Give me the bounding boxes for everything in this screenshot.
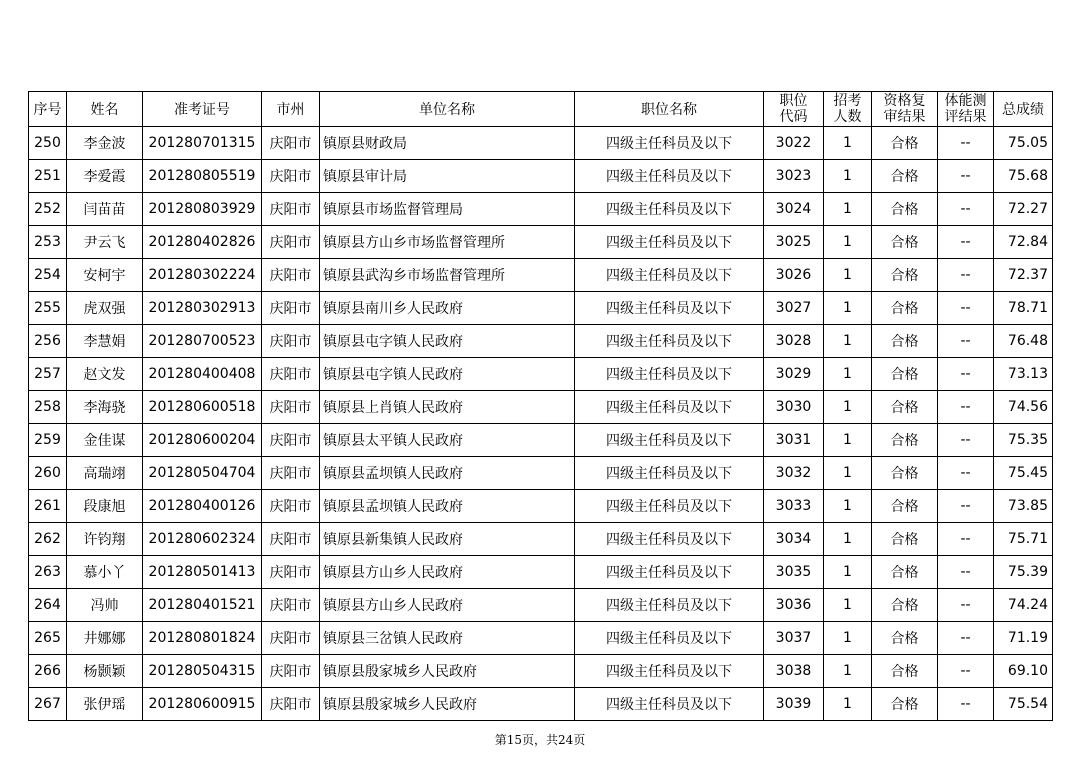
cell-count: 1 <box>824 556 872 589</box>
cell-city: 庆阳市 <box>262 457 320 490</box>
cell-unit: 镇原县上肖镇人民政府 <box>320 391 575 424</box>
cell-exam-no: 201280302224 <box>143 259 262 292</box>
cell-city: 庆阳市 <box>262 325 320 358</box>
cell-review: 合格 <box>872 259 938 292</box>
cell-score: 75.45 <box>994 457 1053 490</box>
cell-seq: 253 <box>29 226 67 259</box>
header-fitness-line1: 体能测 <box>944 93 987 109</box>
cell-fitness: -- <box>938 259 994 292</box>
page-footer: 第15页，共24页 <box>494 733 586 747</box>
cell-name: 李慧娟 <box>67 325 143 358</box>
cell-count: 1 <box>824 325 872 358</box>
cell-seq: 252 <box>29 193 67 226</box>
cell-count: 1 <box>824 655 872 688</box>
cell-code: 3036 <box>764 589 824 622</box>
cell-count: 1 <box>824 457 872 490</box>
cell-score: 73.85 <box>994 490 1053 523</box>
cell-position: 四级主任科员及以下 <box>575 226 764 259</box>
cell-position: 四级主任科员及以下 <box>575 358 764 391</box>
cell-score: 75.05 <box>994 127 1053 160</box>
cell-exam-no: 201280501413 <box>143 556 262 589</box>
cell-name: 闫苗苗 <box>67 193 143 226</box>
cell-fitness: -- <box>938 556 994 589</box>
cell-count: 1 <box>824 358 872 391</box>
cell-score: 74.56 <box>994 391 1053 424</box>
cell-code: 3024 <box>764 193 824 226</box>
header-review <box>872 92 938 127</box>
cell-name: 李海骁 <box>67 391 143 424</box>
cell-score: 71.19 <box>994 622 1053 655</box>
cell-score: 76.48 <box>994 325 1053 358</box>
cell-score: 72.37 <box>994 259 1053 292</box>
cell-fitness: -- <box>938 424 994 457</box>
cell-score: 75.39 <box>994 556 1053 589</box>
cell-review: 合格 <box>872 391 938 424</box>
header-unit: 单位名称 <box>320 92 575 127</box>
cell-position: 四级主任科员及以下 <box>575 160 764 193</box>
cell-fitness: -- <box>938 127 994 160</box>
table-row <box>29 523 1053 556</box>
cell-position: 四级主任科员及以下 <box>575 655 764 688</box>
cell-seq: 267 <box>29 688 67 721</box>
cell-exam-no: 201280700523 <box>143 325 262 358</box>
cell-review: 合格 <box>872 226 938 259</box>
header-score: 总成绩 <box>994 92 1053 127</box>
cell-fitness: -- <box>938 589 994 622</box>
cell-review: 合格 <box>872 589 938 622</box>
cell-city: 庆阳市 <box>262 589 320 622</box>
cell-name: 虎双强 <box>67 292 143 325</box>
header-code-line2: 代码 <box>779 109 808 125</box>
table-row <box>29 556 1053 589</box>
cell-seq: 258 <box>29 391 67 424</box>
cell-unit: 镇原县武沟乡市场监督管理所 <box>320 259 575 292</box>
cell-count: 1 <box>824 259 872 292</box>
cell-fitness: -- <box>938 490 994 523</box>
cell-code: 3022 <box>764 127 824 160</box>
cell-count: 1 <box>824 589 872 622</box>
cell-code: 3023 <box>764 160 824 193</box>
cell-score: 75.35 <box>994 424 1053 457</box>
cell-exam-no: 201280805519 <box>143 160 262 193</box>
cell-position: 四级主任科员及以下 <box>575 424 764 457</box>
cell-name: 杨颢颖 <box>67 655 143 688</box>
cell-name: 金佳谋 <box>67 424 143 457</box>
cell-seq: 254 <box>29 259 67 292</box>
cell-name: 冯帅 <box>67 589 143 622</box>
cell-review: 合格 <box>872 523 938 556</box>
cell-review: 合格 <box>872 457 938 490</box>
cell-exam-no: 201280400126 <box>143 490 262 523</box>
cell-unit: 镇原县新集镇人民政府 <box>320 523 575 556</box>
header-exam-no: 准考证号 <box>143 92 262 127</box>
cell-position: 四级主任科员及以下 <box>575 688 764 721</box>
cell-seq: 265 <box>29 622 67 655</box>
cell-count: 1 <box>824 193 872 226</box>
cell-seq: 256 <box>29 325 67 358</box>
cell-exam-no: 201280600915 <box>143 688 262 721</box>
cell-code: 3034 <box>764 523 824 556</box>
cell-name: 张伊瑶 <box>67 688 143 721</box>
cell-count: 1 <box>824 160 872 193</box>
header-review-line1: 资格复 <box>883 93 926 109</box>
cell-unit: 镇原县屯字镇人民政府 <box>320 358 575 391</box>
cell-seq: 262 <box>29 523 67 556</box>
cell-exam-no: 201280701315 <box>143 127 262 160</box>
cell-fitness: -- <box>938 457 994 490</box>
cell-code: 3039 <box>764 688 824 721</box>
cell-exam-no: 201280504315 <box>143 655 262 688</box>
cell-score: 78.71 <box>994 292 1053 325</box>
cell-unit: 镇原县孟坝镇人民政府 <box>320 457 575 490</box>
cell-position: 四级主任科员及以下 <box>575 259 764 292</box>
cell-city: 庆阳市 <box>262 259 320 292</box>
cell-score: 75.71 <box>994 523 1053 556</box>
cell-city: 庆阳市 <box>262 556 320 589</box>
cell-name: 高瑞翊 <box>67 457 143 490</box>
cell-unit: 镇原县屯字镇人民政府 <box>320 325 575 358</box>
table-row <box>29 688 1053 721</box>
cell-city: 庆阳市 <box>262 127 320 160</box>
header-count <box>824 92 872 127</box>
cell-fitness: -- <box>938 292 994 325</box>
cell-unit: 镇原县太平镇人民政府 <box>320 424 575 457</box>
cell-score: 75.68 <box>994 160 1053 193</box>
cell-code: 3028 <box>764 325 824 358</box>
cell-unit: 镇原县方山乡人民政府 <box>320 556 575 589</box>
cell-name: 慕小丫 <box>67 556 143 589</box>
cell-fitness: -- <box>938 358 994 391</box>
cell-position: 四级主任科员及以下 <box>575 490 764 523</box>
cell-exam-no: 201280600518 <box>143 391 262 424</box>
cell-position: 四级主任科员及以下 <box>575 325 764 358</box>
header-count-line1: 招考 <box>833 93 862 109</box>
cell-review: 合格 <box>872 688 938 721</box>
cell-city: 庆阳市 <box>262 193 320 226</box>
cell-seq: 259 <box>29 424 67 457</box>
cell-position: 四级主任科员及以下 <box>575 292 764 325</box>
cell-name: 尹云飞 <box>67 226 143 259</box>
header-count-line2: 人数 <box>833 109 862 125</box>
cell-exam-no: 201280401521 <box>143 589 262 622</box>
cell-review: 合格 <box>872 424 938 457</box>
cell-position: 四级主任科员及以下 <box>575 127 764 160</box>
cell-city: 庆阳市 <box>262 391 320 424</box>
cell-city: 庆阳市 <box>262 292 320 325</box>
cell-count: 1 <box>824 424 872 457</box>
cell-seq: 260 <box>29 457 67 490</box>
cell-city: 庆阳市 <box>262 358 320 391</box>
table-row <box>29 424 1053 457</box>
cell-exam-no: 201280402826 <box>143 226 262 259</box>
cell-position: 四级主任科员及以下 <box>575 589 764 622</box>
cell-seq: 266 <box>29 655 67 688</box>
cell-review: 合格 <box>872 358 938 391</box>
cell-exam-no: 201280602324 <box>143 523 262 556</box>
header-city: 市州 <box>262 92 320 127</box>
cell-score: 74.24 <box>994 589 1053 622</box>
cell-score: 72.84 <box>994 226 1053 259</box>
cell-city: 庆阳市 <box>262 688 320 721</box>
header-seq: 序号 <box>29 92 67 127</box>
cell-unit: 镇原县方山乡市场监督管理所 <box>320 226 575 259</box>
cell-city: 庆阳市 <box>262 424 320 457</box>
header-code <box>764 92 824 127</box>
cell-review: 合格 <box>872 556 938 589</box>
cell-name: 赵文发 <box>67 358 143 391</box>
cell-city: 庆阳市 <box>262 523 320 556</box>
cell-code: 3035 <box>764 556 824 589</box>
cell-fitness: -- <box>938 391 994 424</box>
cell-unit: 镇原县财政局 <box>320 127 575 160</box>
cell-count: 1 <box>824 688 872 721</box>
cell-code: 3026 <box>764 259 824 292</box>
cell-fitness: -- <box>938 226 994 259</box>
table-row <box>29 358 1053 391</box>
cell-exam-no: 201280600204 <box>143 424 262 457</box>
table-row <box>29 292 1053 325</box>
cell-name: 李爱霞 <box>67 160 143 193</box>
cell-fitness: -- <box>938 325 994 358</box>
cell-fitness: -- <box>938 193 994 226</box>
cell-unit: 镇原县审计局 <box>320 160 575 193</box>
cell-score: 72.27 <box>994 193 1053 226</box>
cell-code: 3032 <box>764 457 824 490</box>
cell-count: 1 <box>824 523 872 556</box>
cell-position: 四级主任科员及以下 <box>575 193 764 226</box>
cell-code: 3031 <box>764 424 824 457</box>
cell-unit: 镇原县殷家城乡人民政府 <box>320 688 575 721</box>
cell-city: 庆阳市 <box>262 160 320 193</box>
cell-position: 四级主任科员及以下 <box>575 523 764 556</box>
header-code-line1: 职位 <box>779 93 808 109</box>
cell-fitness: -- <box>938 160 994 193</box>
cell-score: 73.13 <box>994 358 1053 391</box>
table-row <box>29 391 1053 424</box>
header-fitness-line2: 评结果 <box>944 109 987 125</box>
cell-fitness: -- <box>938 523 994 556</box>
table-row <box>29 325 1053 358</box>
results-table <box>28 91 1053 721</box>
cell-unit: 镇原县市场监督管理局 <box>320 193 575 226</box>
cell-fitness: -- <box>938 688 994 721</box>
cell-review: 合格 <box>872 127 938 160</box>
cell-exam-no: 201280504704 <box>143 457 262 490</box>
cell-name: 段康旭 <box>67 490 143 523</box>
cell-seq: 257 <box>29 358 67 391</box>
table-row <box>29 589 1053 622</box>
cell-seq: 255 <box>29 292 67 325</box>
cell-review: 合格 <box>872 622 938 655</box>
cell-code: 3038 <box>764 655 824 688</box>
table-row <box>29 622 1053 655</box>
cell-code: 3037 <box>764 622 824 655</box>
cell-unit: 镇原县三岔镇人民政府 <box>320 622 575 655</box>
cell-code: 3029 <box>764 358 824 391</box>
cell-review: 合格 <box>872 160 938 193</box>
header-name: 姓名 <box>67 92 143 127</box>
table-row <box>29 259 1053 292</box>
cell-seq: 251 <box>29 160 67 193</box>
cell-position: 四级主任科员及以下 <box>575 391 764 424</box>
cell-unit: 镇原县孟坝镇人民政府 <box>320 490 575 523</box>
cell-exam-no: 201280302913 <box>143 292 262 325</box>
cell-score: 69.10 <box>994 655 1053 688</box>
cell-position: 四级主任科员及以下 <box>575 556 764 589</box>
table-row <box>29 457 1053 490</box>
cell-fitness: -- <box>938 655 994 688</box>
cell-fitness: -- <box>938 622 994 655</box>
cell-score: 75.54 <box>994 688 1053 721</box>
cell-seq: 261 <box>29 490 67 523</box>
cell-name: 许钧翔 <box>67 523 143 556</box>
cell-name: 井娜娜 <box>67 622 143 655</box>
cell-position: 四级主任科员及以下 <box>575 622 764 655</box>
cell-count: 1 <box>824 292 872 325</box>
cell-review: 合格 <box>872 193 938 226</box>
cell-seq: 250 <box>29 127 67 160</box>
cell-city: 庆阳市 <box>262 226 320 259</box>
cell-name: 安柯宇 <box>67 259 143 292</box>
table-row <box>29 226 1053 259</box>
table-row <box>29 160 1053 193</box>
table-row <box>29 193 1053 226</box>
cell-review: 合格 <box>872 292 938 325</box>
cell-city: 庆阳市 <box>262 490 320 523</box>
table-row <box>29 655 1053 688</box>
cell-exam-no: 201280803929 <box>143 193 262 226</box>
cell-code: 3030 <box>764 391 824 424</box>
header-position: 职位名称 <box>575 92 764 127</box>
cell-seq: 263 <box>29 556 67 589</box>
cell-city: 庆阳市 <box>262 655 320 688</box>
cell-count: 1 <box>824 226 872 259</box>
table-row <box>29 127 1053 160</box>
cell-count: 1 <box>824 391 872 424</box>
cell-review: 合格 <box>872 655 938 688</box>
cell-city: 庆阳市 <box>262 622 320 655</box>
cell-unit: 镇原县南川乡人民政府 <box>320 292 575 325</box>
cell-code: 3025 <box>764 226 824 259</box>
cell-unit: 镇原县殷家城乡人民政府 <box>320 655 575 688</box>
cell-exam-no: 201280400408 <box>143 358 262 391</box>
cell-unit: 镇原县方山乡人民政府 <box>320 589 575 622</box>
cell-code: 3027 <box>764 292 824 325</box>
table-row <box>29 490 1053 523</box>
header-fitness <box>938 92 994 127</box>
cell-exam-no: 201280801824 <box>143 622 262 655</box>
table-header-row <box>29 92 1053 127</box>
cell-count: 1 <box>824 127 872 160</box>
table-body <box>29 127 1053 721</box>
cell-review: 合格 <box>872 325 938 358</box>
cell-count: 1 <box>824 622 872 655</box>
cell-count: 1 <box>824 490 872 523</box>
cell-review: 合格 <box>872 490 938 523</box>
cell-seq: 264 <box>29 589 67 622</box>
header-review-line2: 审结果 <box>883 109 926 125</box>
cell-position: 四级主任科员及以下 <box>575 457 764 490</box>
cell-code: 3033 <box>764 490 824 523</box>
cell-name: 李金波 <box>67 127 143 160</box>
